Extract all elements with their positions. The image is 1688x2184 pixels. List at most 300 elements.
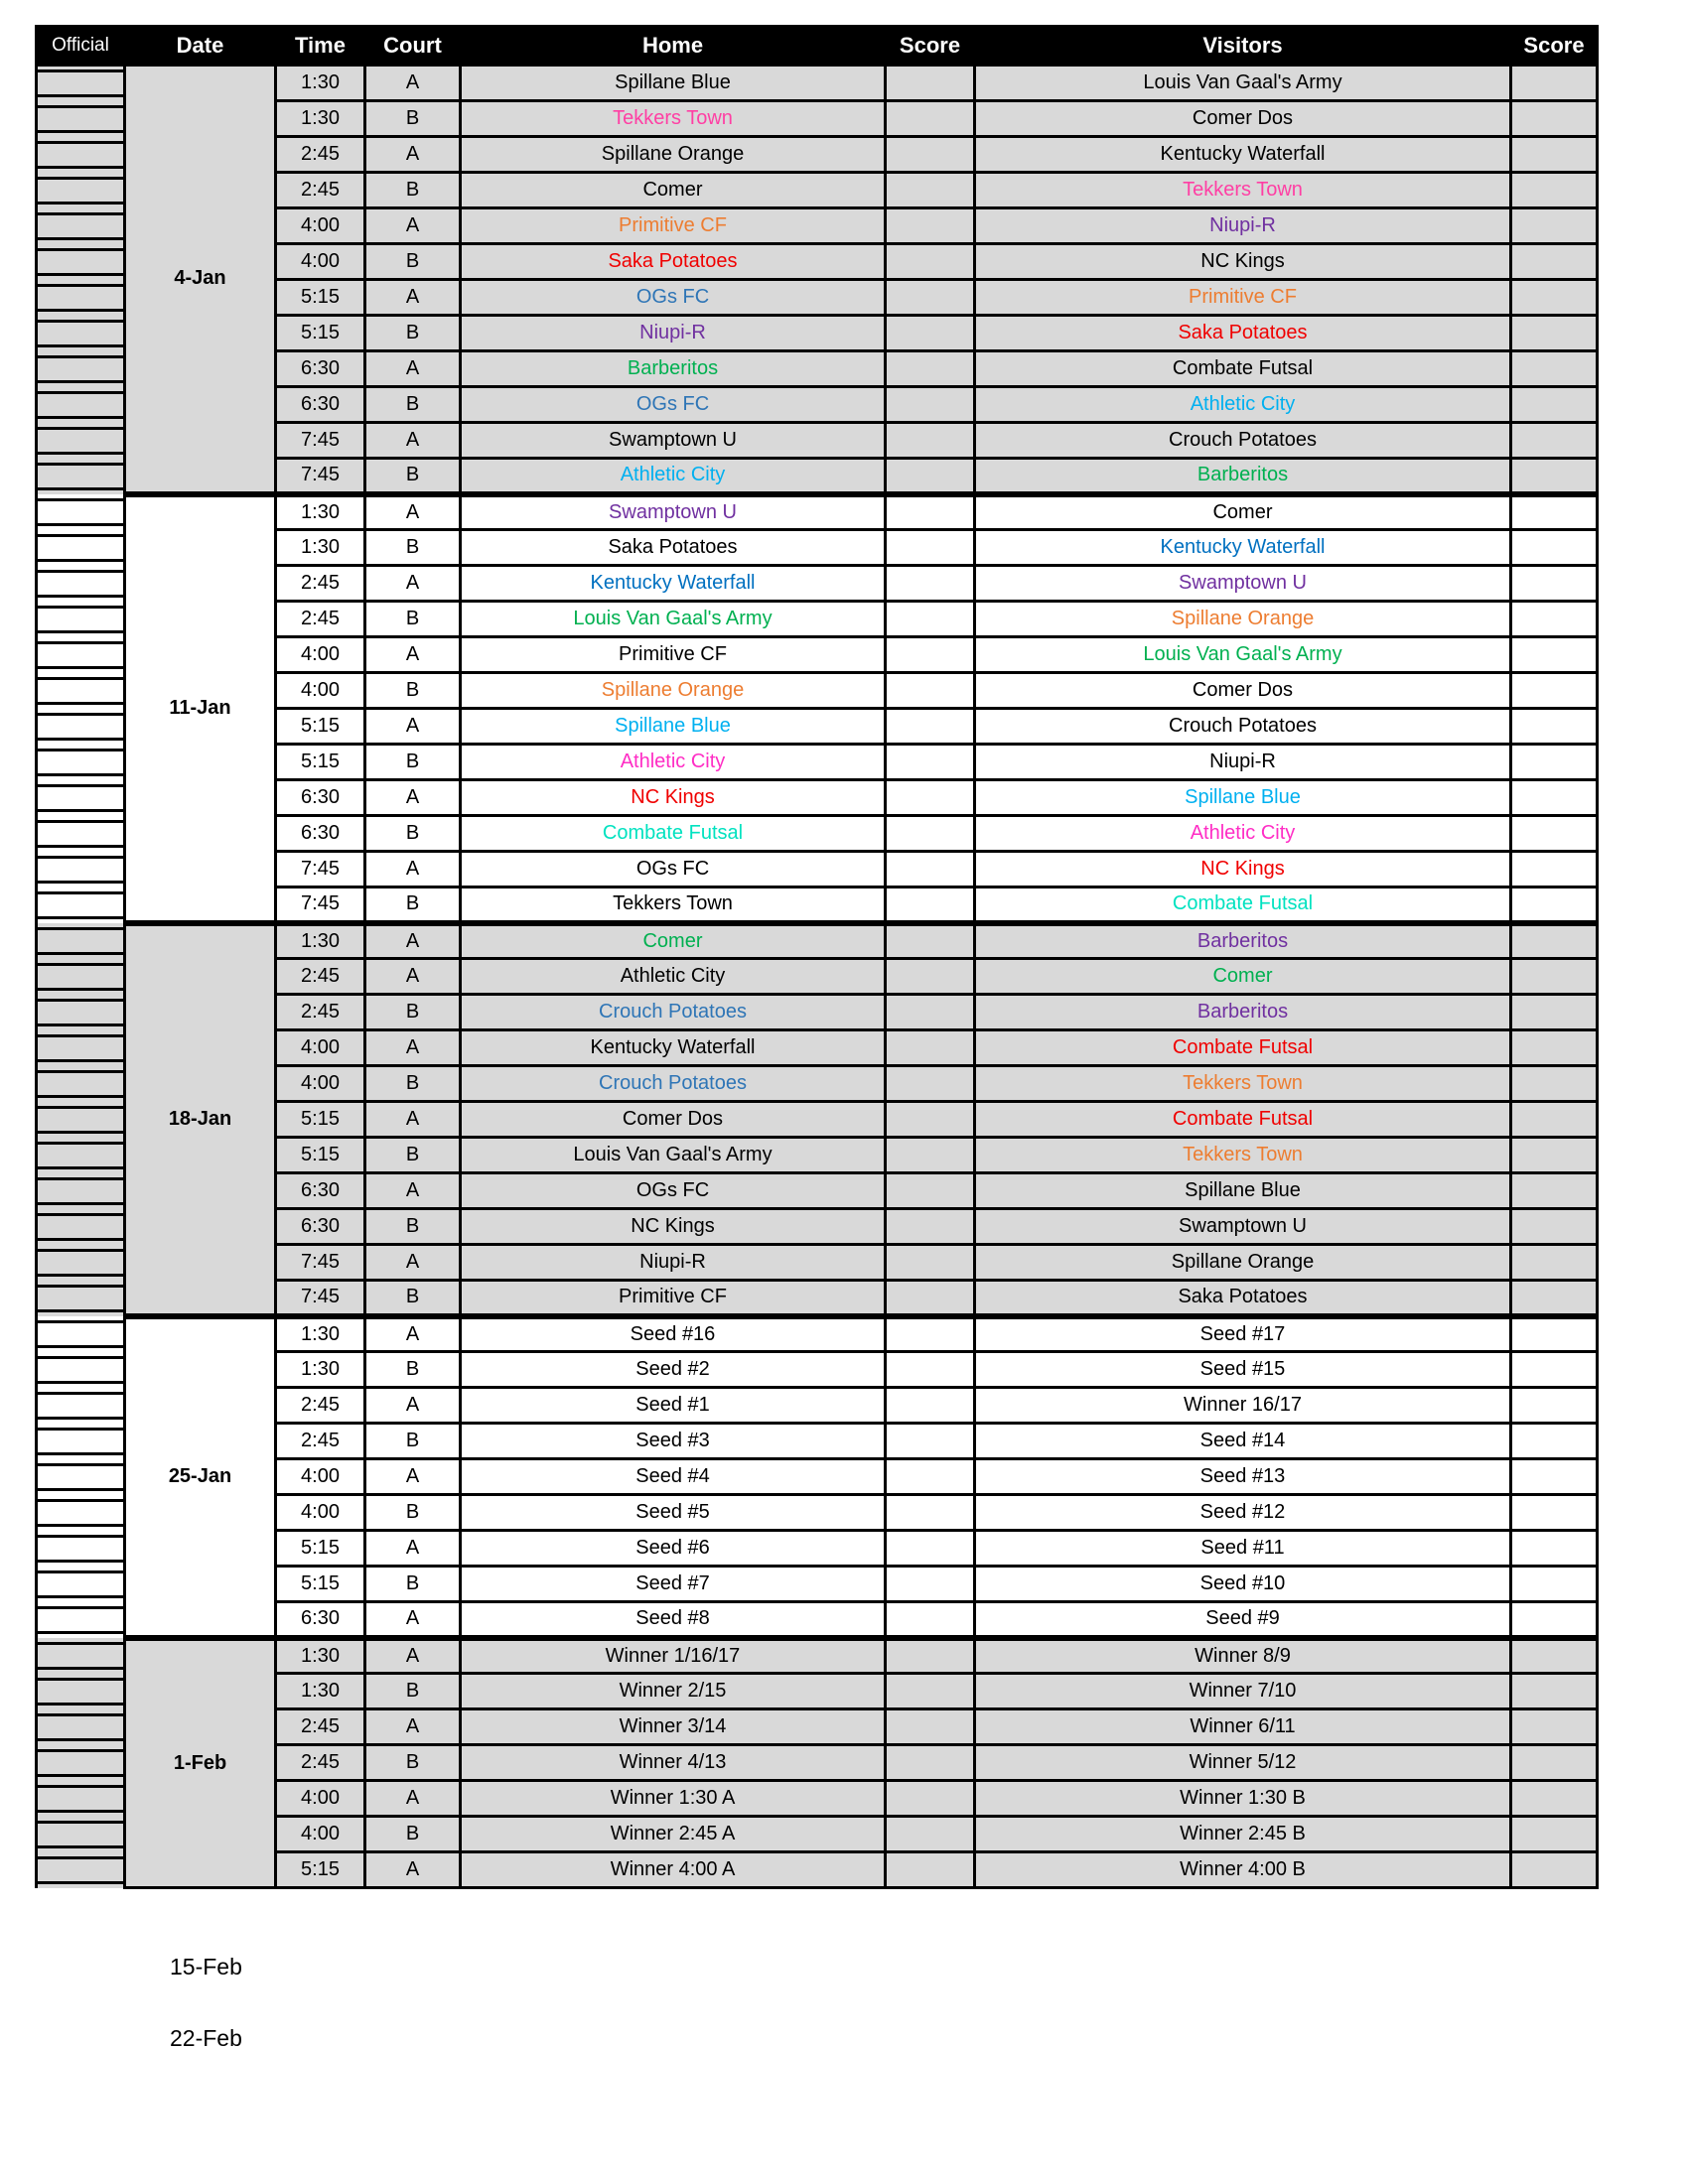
visitors-team-cell: Winner 8/9: [975, 1638, 1511, 1674]
visitors-team-cell: Swamptown U: [975, 1209, 1511, 1245]
home-team-cell: Kentucky Waterfall: [461, 1030, 886, 1066]
visitors-team-cell: Niupi-R: [975, 745, 1511, 780]
home-score-cell: [886, 351, 975, 387]
visitors-score-cell: [1511, 1245, 1598, 1281]
time-cell: 5:15: [276, 1102, 365, 1138]
official-cell: [37, 1817, 125, 1852]
home-team-cell: Winner 1/16/17: [461, 1638, 886, 1674]
visitors-team-cell: Seed #13: [975, 1459, 1511, 1495]
official-cell: [37, 1495, 125, 1531]
official-box: [38, 891, 123, 919]
court-cell: A: [365, 1030, 461, 1066]
official-box: [38, 1034, 123, 1062]
home-score-cell: [886, 780, 975, 816]
home-score-cell: [886, 1209, 975, 1245]
official-cell: [37, 494, 125, 530]
visitors-score-cell: [1511, 280, 1598, 316]
visitors-score-cell: [1511, 1316, 1598, 1352]
official-box: [38, 1106, 123, 1134]
home-score-cell: [886, 1495, 975, 1531]
official-box: [38, 1785, 123, 1813]
visitors-score-cell: [1511, 852, 1598, 887]
official-box: [38, 284, 123, 312]
official-box: [38, 1499, 123, 1527]
home-team-cell: Seed #2: [461, 1352, 886, 1388]
home-team-cell: Saka Potatoes: [461, 244, 886, 280]
visitors-team-cell: Seed #17: [975, 1316, 1511, 1352]
home-team-cell: Winner 3/14: [461, 1709, 886, 1745]
visitors-score-cell: [1511, 1388, 1598, 1424]
time-cell: 4:00: [276, 1781, 365, 1817]
home-team-cell: Niupi-R: [461, 1245, 886, 1281]
home-score-cell: [886, 101, 975, 137]
official-box: [38, 1428, 123, 1455]
visitors-score-cell: [1511, 494, 1598, 530]
court-cell: B: [365, 1066, 461, 1102]
home-team-cell: Winner 4:00 A: [461, 1852, 886, 1888]
time-cell: 7:45: [276, 852, 365, 887]
home-team-cell: Comer: [461, 173, 886, 208]
home-team-cell: Winner 2:45 A: [461, 1817, 886, 1852]
home-team-cell: Seed #1: [461, 1388, 886, 1424]
header-date: Date: [125, 27, 276, 66]
time-cell: 1:30: [276, 1352, 365, 1388]
home-score-cell: [886, 1567, 975, 1602]
visitors-team-cell: Louis Van Gaal's Army: [975, 66, 1511, 101]
match-row: [37, 494, 1598, 530]
court-cell: A: [365, 1102, 461, 1138]
visitors-team-cell: Combate Futsal: [975, 1102, 1511, 1138]
home-score-cell: [886, 1531, 975, 1567]
court-cell: A: [365, 637, 461, 673]
home-team-cell: Seed #16: [461, 1316, 886, 1352]
official-box: [38, 999, 123, 1026]
official-box: [38, 427, 123, 455]
visitors-score-cell: [1511, 459, 1598, 494]
court-cell: B: [365, 1745, 461, 1781]
home-score-cell: [886, 208, 975, 244]
visitors-team-cell: Comer: [975, 494, 1511, 530]
official-box: [38, 1749, 123, 1777]
home-team-cell: Crouch Potatoes: [461, 995, 886, 1030]
time-cell: 5:15: [276, 1138, 365, 1173]
official-box: [38, 606, 123, 633]
time-cell: 2:45: [276, 995, 365, 1030]
time-cell: 6:30: [276, 1209, 365, 1245]
official-cell: [37, 1745, 125, 1781]
time-cell: 6:30: [276, 1602, 365, 1638]
court-cell: A: [365, 1459, 461, 1495]
court-cell: B: [365, 602, 461, 637]
official-cell: [37, 1102, 125, 1138]
time-cell: 6:30: [276, 1173, 365, 1209]
official-box: [38, 534, 123, 562]
official-cell: [37, 387, 125, 423]
official-box: [38, 1463, 123, 1491]
official-box: [38, 927, 123, 955]
visitors-score-cell: [1511, 1173, 1598, 1209]
schedule-table: [35, 25, 1599, 1889]
home-team-cell: Louis Van Gaal's Army: [461, 1138, 886, 1173]
court-cell: B: [365, 673, 461, 709]
official-cell: [37, 745, 125, 780]
home-score-cell: [886, 244, 975, 280]
official-box: [38, 820, 123, 848]
official-box: [38, 1713, 123, 1741]
court-cell: A: [365, 852, 461, 887]
home-score-cell: [886, 173, 975, 208]
visitors-team-cell: Saka Potatoes: [975, 1281, 1511, 1316]
official-box: [38, 1356, 123, 1384]
court-cell: A: [365, 423, 461, 459]
home-score-cell: [886, 1602, 975, 1638]
official-cell: [37, 1352, 125, 1388]
visitors-team-cell: Tekkers Town: [975, 1138, 1511, 1173]
official-cell: [37, 995, 125, 1030]
home-score-cell: [886, 1817, 975, 1852]
visitors-score-cell: [1511, 709, 1598, 745]
visitors-score-cell: [1511, 780, 1598, 816]
home-score-cell: [886, 1352, 975, 1388]
official-cell: [37, 1388, 125, 1424]
official-cell: [37, 459, 125, 494]
time-cell: 1:30: [276, 1638, 365, 1674]
court-cell: A: [365, 1709, 461, 1745]
time-cell: 5:15: [276, 280, 365, 316]
visitors-score-cell: [1511, 1531, 1598, 1567]
time-cell: 4:00: [276, 1459, 365, 1495]
home-team-cell: Swamptown U: [461, 423, 886, 459]
header-official: Official: [37, 27, 125, 66]
court-cell: A: [365, 780, 461, 816]
visitors-score-cell: [1511, 637, 1598, 673]
court-cell: B: [365, 1138, 461, 1173]
official-cell: [37, 887, 125, 923]
visitors-team-cell: Swamptown U: [975, 566, 1511, 602]
home-score-cell: [886, 637, 975, 673]
official-box: [38, 1678, 123, 1706]
visitors-team-cell: Spillane Blue: [975, 1173, 1511, 1209]
home-team-cell: Athletic City: [461, 745, 886, 780]
home-score-cell: [886, 137, 975, 173]
court-cell: A: [365, 208, 461, 244]
visitors-score-cell: [1511, 173, 1598, 208]
home-score-cell: [886, 316, 975, 351]
court-cell: B: [365, 173, 461, 208]
visitors-score-cell: [1511, 351, 1598, 387]
visitors-team-cell: Niupi-R: [975, 208, 1511, 244]
time-cell: 5:15: [276, 1531, 365, 1567]
official-cell: [37, 351, 125, 387]
time-cell: 1:30: [276, 101, 365, 137]
official-cell: [37, 852, 125, 887]
home-score-cell: [886, 1173, 975, 1209]
header-court: Court: [365, 27, 461, 66]
time-cell: 2:45: [276, 173, 365, 208]
visitors-team-cell: Comer Dos: [975, 673, 1511, 709]
visitors-team-cell: Spillane Orange: [975, 1245, 1511, 1281]
time-cell: 4:00: [276, 637, 365, 673]
home-score-cell: [886, 709, 975, 745]
official-cell: [37, 1852, 125, 1888]
home-team-cell: OGs FC: [461, 1173, 886, 1209]
official-cell: [37, 1173, 125, 1209]
official-cell: [37, 637, 125, 673]
official-box: [38, 677, 123, 705]
official-cell: [37, 173, 125, 208]
home-team-cell: Seed #6: [461, 1531, 886, 1567]
home-score-cell: [886, 530, 975, 566]
home-team-cell: Swamptown U: [461, 494, 886, 530]
time-cell: 2:45: [276, 137, 365, 173]
court-cell: A: [365, 1173, 461, 1209]
visitors-score-cell: [1511, 923, 1598, 959]
home-score-cell: [886, 423, 975, 459]
court-cell: B: [365, 459, 461, 494]
home-score-cell: [886, 673, 975, 709]
home-team-cell: Seed #3: [461, 1424, 886, 1459]
court-cell: A: [365, 1852, 461, 1888]
home-team-cell: OGs FC: [461, 280, 886, 316]
home-score-cell: [886, 816, 975, 852]
visitors-score-cell: [1511, 602, 1598, 637]
time-cell: 5:15: [276, 316, 365, 351]
visitors-team-cell: Tekkers Town: [975, 1066, 1511, 1102]
home-score-cell: [886, 1030, 975, 1066]
official-box: [38, 1535, 123, 1563]
official-box: [38, 69, 123, 97]
home-score-cell: [886, 745, 975, 780]
official-cell: [37, 101, 125, 137]
official-box: [38, 1213, 123, 1241]
home-score-cell: [886, 602, 975, 637]
court-cell: B: [365, 1817, 461, 1852]
court-cell: B: [365, 387, 461, 423]
time-cell: 7:45: [276, 423, 365, 459]
official-cell: [37, 1245, 125, 1281]
home-team-cell: OGs FC: [461, 387, 886, 423]
official-cell: [37, 1674, 125, 1709]
court-cell: A: [365, 923, 461, 959]
home-score-cell: [886, 1745, 975, 1781]
home-score-cell: [886, 959, 975, 995]
visitors-score-cell: [1511, 1495, 1598, 1531]
official-box: [38, 141, 123, 169]
official-box: [38, 856, 123, 884]
visitors-score-cell: [1511, 208, 1598, 244]
official-cell: [37, 673, 125, 709]
time-cell: 6:30: [276, 816, 365, 852]
official-box: [38, 498, 123, 526]
match-row: [37, 1638, 1598, 1674]
time-cell: 4:00: [276, 244, 365, 280]
visitors-team-cell: Seed #11: [975, 1531, 1511, 1567]
time-cell: 4:00: [276, 1495, 365, 1531]
visitors-team-cell: Seed #10: [975, 1567, 1511, 1602]
home-score-cell: [886, 66, 975, 101]
home-team-cell: NC Kings: [461, 1209, 886, 1245]
visitors-score-cell: [1511, 959, 1598, 995]
home-team-cell: Primitive CF: [461, 208, 886, 244]
visitors-score-cell: [1511, 244, 1598, 280]
official-cell: [37, 1531, 125, 1567]
court-cell: A: [365, 351, 461, 387]
visitors-score-cell: [1511, 1066, 1598, 1102]
time-cell: 2:45: [276, 1388, 365, 1424]
official-box: [38, 212, 123, 240]
visitors-team-cell: Crouch Potatoes: [975, 423, 1511, 459]
time-cell: 4:00: [276, 1817, 365, 1852]
home-score-cell: [886, 1638, 975, 1674]
time-cell: 1:30: [276, 923, 365, 959]
official-box: [38, 1285, 123, 1312]
home-team-cell: Athletic City: [461, 959, 886, 995]
official-cell: [37, 1781, 125, 1817]
home-score-cell: [886, 852, 975, 887]
home-score-cell: [886, 1281, 975, 1316]
official-box: [38, 391, 123, 419]
court-cell: A: [365, 1781, 461, 1817]
home-team-cell: Seed #7: [461, 1567, 886, 1602]
visitors-team-cell: Athletic City: [975, 816, 1511, 852]
header-visitors-score: Score: [1511, 27, 1598, 66]
home-team-cell: Louis Van Gaal's Army: [461, 602, 886, 637]
official-cell: [37, 1567, 125, 1602]
court-cell: A: [365, 1638, 461, 1674]
home-score-cell: [886, 1674, 975, 1709]
home-team-cell: OGs FC: [461, 852, 886, 887]
visitors-team-cell: Seed #15: [975, 1352, 1511, 1388]
official-box: [38, 1249, 123, 1277]
court-cell: B: [365, 1209, 461, 1245]
court-cell: B: [365, 995, 461, 1030]
home-score-cell: [886, 1424, 975, 1459]
home-score-cell: [886, 923, 975, 959]
home-team-cell: NC Kings: [461, 780, 886, 816]
visitors-team-cell: Combate Futsal: [975, 351, 1511, 387]
home-score-cell: [886, 1781, 975, 1817]
official-cell: [37, 959, 125, 995]
official-cell: [37, 602, 125, 637]
official-box: [38, 570, 123, 598]
visitors-score-cell: [1511, 530, 1598, 566]
official-box: [38, 1821, 123, 1848]
visitors-score-cell: [1511, 1281, 1598, 1316]
court-cell: A: [365, 494, 461, 530]
home-score-cell: [886, 887, 975, 923]
official-cell: [37, 280, 125, 316]
visitors-team-cell: Athletic City: [975, 387, 1511, 423]
visitors-team-cell: Barberitos: [975, 995, 1511, 1030]
date-cell: 1-Feb: [125, 1638, 276, 1888]
court-cell: B: [365, 530, 461, 566]
official-cell: [37, 1209, 125, 1245]
court-cell: B: [365, 244, 461, 280]
visitors-score-cell: [1511, 1745, 1598, 1781]
time-cell: 5:15: [276, 709, 365, 745]
visitors-score-cell: [1511, 1817, 1598, 1852]
home-team-cell: Winner 4/13: [461, 1745, 886, 1781]
home-team-cell: Kentucky Waterfall: [461, 566, 886, 602]
time-cell: 6:30: [276, 351, 365, 387]
court-cell: A: [365, 1531, 461, 1567]
match-row: [37, 66, 1598, 101]
official-cell: [37, 137, 125, 173]
visitors-team-cell: Winner 5/12: [975, 1745, 1511, 1781]
court-cell: A: [365, 137, 461, 173]
visitors-team-cell: Crouch Potatoes: [975, 709, 1511, 745]
court-cell: B: [365, 887, 461, 923]
official-cell: [37, 244, 125, 280]
official-box: [38, 1320, 123, 1348]
visitors-score-cell: [1511, 66, 1598, 101]
official-cell: [37, 709, 125, 745]
visitors-score-cell: [1511, 887, 1598, 923]
official-cell: [37, 66, 125, 101]
official-box: [38, 1392, 123, 1420]
time-cell: 6:30: [276, 387, 365, 423]
header-home-score: Score: [886, 27, 975, 66]
home-score-cell: [886, 1459, 975, 1495]
visitors-score-cell: [1511, 1638, 1598, 1674]
official-cell: [37, 530, 125, 566]
visitors-score-cell: [1511, 1352, 1598, 1388]
home-score-cell: [886, 280, 975, 316]
visitors-score-cell: [1511, 1674, 1598, 1709]
official-cell: [37, 1638, 125, 1674]
home-team-cell: Spillane Orange: [461, 673, 886, 709]
official-box: [38, 463, 123, 490]
table-header: [37, 27, 1598, 66]
time-cell: 6:30: [276, 780, 365, 816]
home-team-cell: Saka Potatoes: [461, 530, 886, 566]
time-cell: 4:00: [276, 673, 365, 709]
visitors-team-cell: Winner 1:30 B: [975, 1781, 1511, 1817]
time-cell: 2:45: [276, 1709, 365, 1745]
official-box: [38, 320, 123, 347]
time-cell: 4:00: [276, 1066, 365, 1102]
visitors-team-cell: NC Kings: [975, 244, 1511, 280]
visitors-score-cell: [1511, 1781, 1598, 1817]
visitors-team-cell: Seed #9: [975, 1602, 1511, 1638]
official-box: [38, 105, 123, 133]
visitors-team-cell: Seed #14: [975, 1424, 1511, 1459]
visitors-score-cell: [1511, 1709, 1598, 1745]
home-score-cell: [886, 1316, 975, 1352]
visitors-team-cell: Winner 6/11: [975, 1709, 1511, 1745]
date-cell: 4-Jan: [125, 66, 276, 494]
home-team-cell: Combate Futsal: [461, 816, 886, 852]
official-cell: [37, 923, 125, 959]
official-cell: [37, 1066, 125, 1102]
home-score-cell: [886, 494, 975, 530]
visitors-team-cell: Barberitos: [975, 459, 1511, 494]
court-cell: A: [365, 566, 461, 602]
home-team-cell: Winner 2/15: [461, 1674, 886, 1709]
visitors-score-cell: [1511, 1209, 1598, 1245]
visitors-score-cell: [1511, 101, 1598, 137]
home-score-cell: [886, 1102, 975, 1138]
visitors-score-cell: [1511, 423, 1598, 459]
home-team-cell: Seed #4: [461, 1459, 886, 1495]
visitors-team-cell: Spillane Orange: [975, 602, 1511, 637]
court-cell: B: [365, 1281, 461, 1316]
official-cell: [37, 566, 125, 602]
visitors-team-cell: Winner 16/17: [975, 1388, 1511, 1424]
header-home: Home: [461, 27, 886, 66]
court-cell: B: [365, 745, 461, 780]
visitors-score-cell: [1511, 673, 1598, 709]
